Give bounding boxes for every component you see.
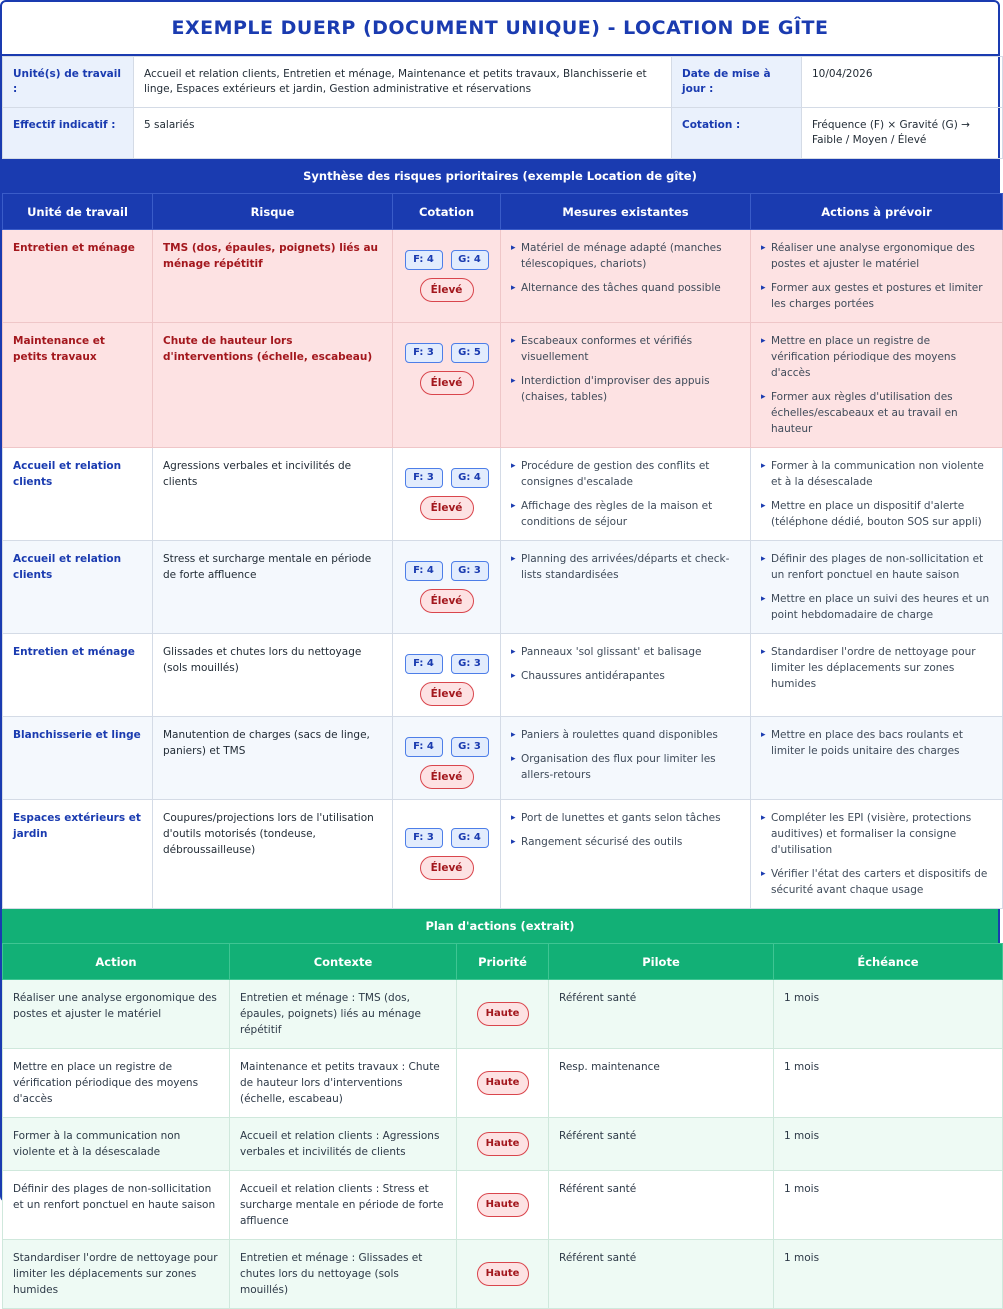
- risk-level-badge: Élevé: [420, 496, 474, 520]
- plan-priority: [457, 1240, 549, 1309]
- risk-level-badge: Élevé: [420, 278, 474, 302]
- risks-header-unit: Unité de travail: [3, 194, 153, 230]
- plan-row: [3, 1118, 1003, 1171]
- plan-context: Maintenance et petits travaux : Chute de hauteur lors d'interventions (échelle, escabeau): [230, 1049, 457, 1118]
- risk-rating: [393, 634, 501, 717]
- planned-actions: [751, 448, 1003, 541]
- plan-priority: [457, 980, 549, 1049]
- plan-priority: [457, 1171, 549, 1240]
- action-plan-table: [2, 943, 1003, 1309]
- plan-header-due: Échéance: [774, 944, 1003, 980]
- measure-item: ▸ Alternance des tâches quand possible: [511, 280, 740, 296]
- priority-badge: Haute: [477, 1002, 529, 1026]
- existing-measures: [501, 323, 751, 448]
- plan-action: Former à la communication non violente et à la désescalade: [3, 1118, 230, 1171]
- risks-header-actions: Actions à prévoir: [751, 194, 1003, 230]
- risk-level-badge: Élevé: [420, 682, 474, 706]
- existing-measures: [501, 541, 751, 634]
- risk-unit: Entretien et ménage: [3, 230, 153, 323]
- risk-rating: [393, 230, 501, 323]
- gravity-badge: G: 3: [451, 654, 489, 674]
- priority-badge: Haute: [477, 1262, 529, 1286]
- gravity-badge: G: 4: [451, 468, 489, 488]
- risk-rating: [393, 541, 501, 634]
- risk-row: [3, 323, 1003, 448]
- priority-badge: Haute: [477, 1132, 529, 1156]
- plan-header-context: Contexte: [230, 944, 457, 980]
- risk-unit: Maintenance et petits travaux: [3, 323, 153, 448]
- risk-level-badge: Élevé: [420, 589, 474, 613]
- measure-item: ▸ Affichage des règles de la maison et conditions de séjour: [511, 498, 740, 530]
- risk-rating: [393, 323, 501, 448]
- plan-priority: [457, 1118, 549, 1171]
- risk-unit: Blanchisserie et linge: [3, 717, 153, 800]
- frequency-badge: F: 4: [405, 250, 443, 270]
- gravity-badge: G: 4: [451, 250, 489, 270]
- planned-actions: [751, 800, 1003, 909]
- plan-header-priority: Priorité: [457, 944, 549, 980]
- risk-rating: [393, 800, 501, 909]
- planned-actions: [751, 323, 1003, 448]
- risk-level-badge: Élevé: [420, 765, 474, 789]
- action-item: ▸ Mettre en place un suivi des heures et un point hebdomadaire de charge: [761, 591, 992, 623]
- action-item: ▸ Former aux gestes et postures et limiter les charges portées: [761, 280, 992, 312]
- risk-rating: [393, 717, 501, 800]
- plan-due: 1 mois: [774, 980, 1003, 1049]
- plan-header-action: Action: [3, 944, 230, 980]
- risk-description: Manutention de charges (sacs de linge, paniers) et TMS: [153, 717, 393, 800]
- measure-item: ▸ Panneaux 'sol glissant' et balisage: [511, 644, 740, 660]
- gravity-badge: G: 5: [451, 343, 489, 363]
- frequency-badge: F: 3: [405, 343, 443, 363]
- frequency-badge: F: 4: [405, 737, 443, 757]
- action-item: ▸ Vérifier l'état des carters et dispositifs de sécurité avant chaque usage: [761, 866, 992, 898]
- plan-action: Standardiser l'ordre de nettoyage pour limiter les déplacements sur zones humides: [3, 1240, 230, 1309]
- planned-actions: [751, 230, 1003, 323]
- action-item: ▸ Mettre en place un registre de vérification périodique des moyens d'accès: [761, 333, 992, 381]
- measure-item: ▸ Escabeaux conformes et vérifiés visuellement: [511, 333, 740, 365]
- info-row: [3, 57, 1003, 108]
- plan-action: Réaliser une analyse ergonomique des postes et ajuster le matériel: [3, 980, 230, 1049]
- info-table: [2, 56, 1003, 159]
- plan-row: [3, 980, 1003, 1049]
- risk-description: Stress et surcharge mentale en période de forte affluence: [153, 541, 393, 634]
- measure-item: ▸ Rangement sécurisé des outils: [511, 834, 740, 850]
- action-item: ▸ Standardiser l'ordre de nettoyage pour limiter les déplacements sur zones humides: [761, 644, 992, 692]
- action-item: ▸ Mettre en place des bacs roulants et limiter le poids unitaire des charges: [761, 727, 992, 759]
- priority-badge: Haute: [477, 1193, 529, 1217]
- action-item: ▸ Réaliser une analyse ergonomique des postes et ajuster le matériel: [761, 240, 992, 272]
- rating-label: Cotation :: [672, 108, 802, 159]
- measure-item: ▸ Procédure de gestion des conflits et consignes d'escalade: [511, 458, 740, 490]
- rating-value: Fréquence (F) × Gravité (G) → Faible / Moyen / Élevé: [802, 108, 1003, 159]
- plan-action: Définir des plages de non-sollicitation et un renfort ponctuel en haute saison: [3, 1171, 230, 1240]
- plan-due: 1 mois: [774, 1171, 1003, 1240]
- risk-description: Chute de hauteur lors d'interventions (échelle, escabeau): [153, 323, 393, 448]
- frequency-badge: F: 4: [405, 561, 443, 581]
- risks-table: [2, 193, 1003, 909]
- existing-measures: [501, 448, 751, 541]
- action-item: ▸ Former aux règles d'utilisation des échelles/escabeaux et au travail en hauteur: [761, 389, 992, 437]
- planned-actions: [751, 541, 1003, 634]
- plan-action: Mettre en place un registre de vérification périodique des moyens d'accès: [3, 1049, 230, 1118]
- existing-measures: [501, 800, 751, 909]
- plan-pilot: Référent santé: [549, 1240, 774, 1309]
- risk-description: Agressions verbales et incivilités de clients: [153, 448, 393, 541]
- plan-row: [3, 1171, 1003, 1240]
- plan-due: 1 mois: [774, 1118, 1003, 1171]
- title-bar: [2, 2, 998, 56]
- risk-row: [3, 800, 1003, 909]
- plan-pilot: Référent santé: [549, 1118, 774, 1171]
- document-title: EXEMPLE DUERP (DOCUMENT UNIQUE) - LOCATION DE GÎTE: [171, 17, 829, 39]
- frequency-badge: F: 3: [405, 468, 443, 488]
- staff-value: 5 salariés: [134, 108, 672, 159]
- risk-row: [3, 541, 1003, 634]
- risk-row: [3, 448, 1003, 541]
- plan-section-title: Plan d'actions (extrait): [2, 909, 998, 943]
- risk-row: [3, 230, 1003, 323]
- risk-unit: Accueil et relation clients: [3, 541, 153, 634]
- risk-rating: [393, 448, 501, 541]
- risks-section-title: Synthèse des risques prioritaires (exemple Location de gîte): [2, 159, 998, 193]
- plan-due: 1 mois: [774, 1240, 1003, 1309]
- action-item: ▸ Mettre en place un dispositif d'alerte (téléphone dédié, bouton SOS sur appli): [761, 498, 992, 530]
- gravity-badge: G: 4: [451, 828, 489, 848]
- plan-context: Accueil et relation clients : Agressions verbales et incivilités de clients: [230, 1118, 457, 1171]
- date-value: 10/04/2026: [802, 57, 1003, 108]
- action-item: ▸ Définir des plages de non-sollicitation et un renfort ponctuel en haute saison: [761, 551, 992, 583]
- existing-measures: [501, 634, 751, 717]
- measure-item: ▸ Paniers à roulettes quand disponibles: [511, 727, 740, 743]
- planned-actions: [751, 717, 1003, 800]
- plan-header-row: [3, 944, 1003, 980]
- plan-pilot: Resp. maintenance: [549, 1049, 774, 1118]
- date-label: Date de mise à jour :: [672, 57, 802, 108]
- risk-unit: Espaces extérieurs et jardin: [3, 800, 153, 909]
- plan-pilot: Référent santé: [549, 1171, 774, 1240]
- units-value: Accueil et relation clients, Entretien et ménage, Maintenance et petits travaux, Blanchisserie et linge, Espaces extérieurs et jardin, Gestion administrative et réservations: [134, 57, 672, 108]
- units-label: Unité(s) de travail :: [3, 57, 134, 108]
- risks-header-measures: Mesures existantes: [501, 194, 751, 230]
- measure-item: ▸ Planning des arrivées/départs et check-lists standardisées: [511, 551, 740, 583]
- measure-item: ▸ Matériel de ménage adapté (manches télescopiques, chariots): [511, 240, 740, 272]
- existing-measures: [501, 230, 751, 323]
- risk-row: [3, 634, 1003, 717]
- risks-header-rating: Cotation: [393, 194, 501, 230]
- measure-item: ▸ Interdiction d'improviser des appuis (chaises, tables): [511, 373, 740, 405]
- risk-description: Glissades et chutes lors du nettoyage (sols mouillés): [153, 634, 393, 717]
- staff-label: Effectif indicatif :: [3, 108, 134, 159]
- gravity-badge: G: 3: [451, 561, 489, 581]
- plan-row: [3, 1049, 1003, 1118]
- risks-header-row: [3, 194, 1003, 230]
- risk-level-badge: Élevé: [420, 371, 474, 395]
- frequency-badge: F: 3: [405, 828, 443, 848]
- plan-context: Entretien et ménage : Glissades et chutes lors du nettoyage (sols mouillés): [230, 1240, 457, 1309]
- plan-priority: [457, 1049, 549, 1118]
- plan-pilot: Référent santé: [549, 980, 774, 1049]
- existing-measures: [501, 717, 751, 800]
- plan-header-pilot: Pilote: [549, 944, 774, 980]
- plan-due: 1 mois: [774, 1049, 1003, 1118]
- risks-header-risk: Risque: [153, 194, 393, 230]
- frequency-badge: F: 4: [405, 654, 443, 674]
- plan-context: Accueil et relation clients : Stress et surcharge mentale en période de forte affluence: [230, 1171, 457, 1240]
- info-row: [3, 108, 1003, 159]
- risk-unit: Accueil et relation clients: [3, 448, 153, 541]
- planned-actions: [751, 634, 1003, 717]
- action-item: ▸ Compléter les EPI (visière, protections auditives) et formaliser la consigne d'utilisation: [761, 810, 992, 858]
- risk-description: Coupures/projections lors de l'utilisation d'outils motorisés (tondeuse, débroussailleuse): [153, 800, 393, 909]
- priority-badge: Haute: [477, 1071, 529, 1095]
- risk-description: TMS (dos, épaules, poignets) liés au ménage répétitif: [153, 230, 393, 323]
- risk-level-badge: Élevé: [420, 856, 474, 880]
- measure-item: ▸ Port de lunettes et gants selon tâches: [511, 810, 740, 826]
- risk-row: [3, 717, 1003, 800]
- measure-item: ▸ Organisation des flux pour limiter les allers-retours: [511, 751, 740, 783]
- gravity-badge: G: 3: [451, 737, 489, 757]
- plan-context: Entretien et ménage : TMS (dos, épaules, poignets) liés au ménage répétitif: [230, 980, 457, 1049]
- measure-item: ▸ Chaussures antidérapantes: [511, 668, 740, 684]
- action-item: ▸ Former à la communication non violente et à la désescalade: [761, 458, 992, 490]
- risk-unit: Entretien et ménage: [3, 634, 153, 717]
- plan-row: [3, 1240, 1003, 1309]
